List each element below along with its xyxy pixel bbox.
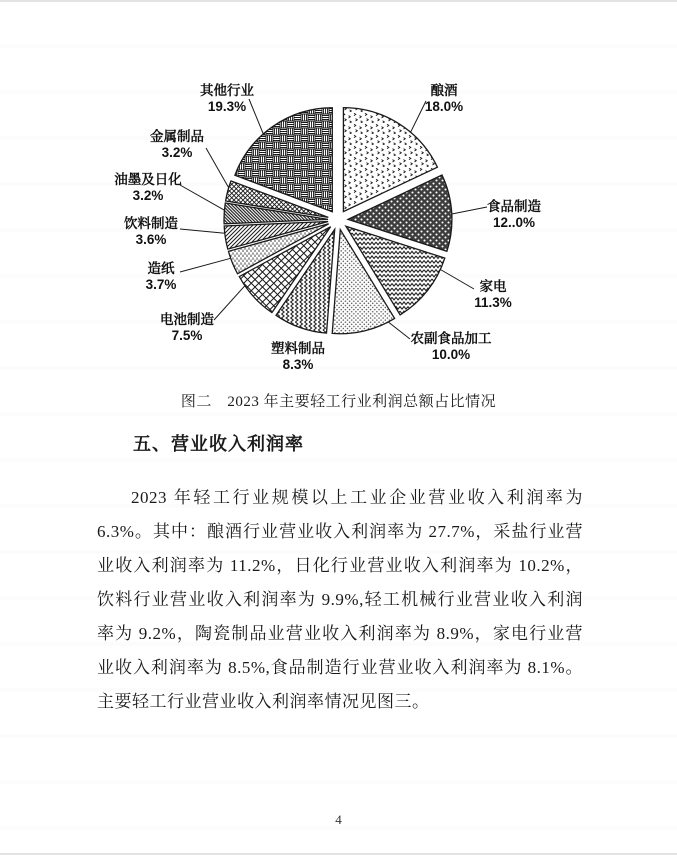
slice-label: 酿酒 <box>430 83 458 98</box>
slice-value: 3.6% <box>135 232 167 247</box>
slice-label: 电池制造 <box>160 312 214 327</box>
leader-line <box>180 229 225 233</box>
slice-label: 农副食品加工 <box>410 331 492 346</box>
leader-line <box>180 258 231 272</box>
paragraph-line: 2023 年轻工行业规模以上工业企业营业收入利润率为 <box>131 488 583 507</box>
figure-caption: 图二 2023 年主要轻工行业利润总额占比情况 <box>180 394 497 410</box>
slice-label: 金属制品 <box>150 129 204 144</box>
body-paragraph <box>97 481 583 719</box>
slice-label: 饮料制造 <box>124 216 178 231</box>
leader-line <box>214 286 245 320</box>
slice-value: 7.5% <box>171 328 203 343</box>
paragraph-line: 业收入利润率为 11.2%，日化行业营业收入利润率为 10.2%， <box>97 556 583 575</box>
slice-label: 家电 <box>479 279 507 294</box>
paragraph-line: 率为 9.2%，陶瓷制品业营业收入利润率为 8.9%，家电行业营 <box>97 624 583 643</box>
page-number: 4 <box>335 812 342 827</box>
leader-line <box>411 101 426 132</box>
slice-label: 塑料制品 <box>271 341 325 356</box>
slice-label: 造纸 <box>147 261 175 276</box>
slice-label: 食品制造 <box>487 199 541 214</box>
pie-chart <box>0 2 677 384</box>
slice-value: 8.3% <box>282 357 314 372</box>
slice-label: 其他行业 <box>200 83 254 98</box>
slice-value: 18.0% <box>424 99 464 114</box>
leader-line <box>206 148 229 188</box>
slice-value: 19.3% <box>207 99 247 114</box>
leader-line <box>452 207 487 214</box>
paragraph-line: 业收入利润率为 8.5%,食品制造行业营业收入利润率为 8.1%。 <box>97 658 583 677</box>
leader-line <box>180 185 224 210</box>
slice-value: 10.0% <box>431 347 471 362</box>
paragraph-line: 饮料行业营业收入利润率为 9.9%,轻工机械行业营业收入利润 <box>97 590 583 609</box>
slice-value: 3.2% <box>161 145 193 160</box>
pie-slices <box>224 108 452 334</box>
slice-value: 11.3% <box>474 295 512 310</box>
leader-line <box>249 99 263 134</box>
slice-value: 3.7% <box>145 277 177 292</box>
section-heading: 五、营业收入利润率 <box>133 434 304 454</box>
leader-line <box>388 322 410 339</box>
slice-value: 12..0% <box>492 215 536 230</box>
slice-value: 3.2% <box>132 188 164 203</box>
paragraph-line: 主要轻工行业营业收入利润率情况见图三。 <box>97 692 430 711</box>
leader-line <box>440 270 474 290</box>
paragraph-line: 6.3%。其中：酿酒行业营业收入利润率为 27.7%，采盐行业营 <box>97 522 583 541</box>
slice-label: 油墨及日化 <box>114 172 182 187</box>
